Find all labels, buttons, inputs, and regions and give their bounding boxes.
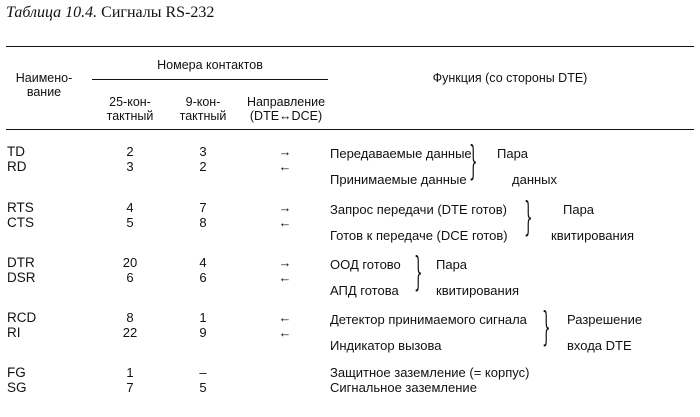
group-data-line1: Пара: [497, 146, 529, 161]
pin25-dsr: 6: [126, 270, 134, 285]
pin25-dtr: 20: [122, 255, 138, 270]
group-dtr-dsr-line2: квитирования: [436, 283, 520, 298]
direction-cts: ←: [278, 215, 292, 230]
pin9-sg: 5: [199, 380, 207, 395]
signal-td: TD: [7, 144, 25, 159]
function-dtr: ООД готово: [330, 257, 401, 272]
pin9-rts: 7: [199, 200, 207, 215]
contacts-rule: [92, 79, 328, 80]
brace-handshake-rts-cts: }: [524, 193, 533, 241]
pin25-td: 2: [126, 144, 134, 159]
brace-handshake-dtr-dsr: }: [414, 248, 423, 296]
direction-rts: →: [278, 200, 292, 215]
pin25-cts: 5: [126, 215, 134, 230]
signal-cts: CTS: [7, 215, 34, 230]
function-td: Передаваемые данные: [330, 146, 472, 161]
header-rule: [6, 129, 694, 130]
direction-ri: ←: [278, 325, 292, 340]
pin9-rd: 2: [199, 159, 207, 174]
function-sg: Сигнальное заземление: [330, 380, 477, 395]
function-cts: Готов к передаче (DCE готов): [330, 228, 508, 243]
direction-dsr: ←: [278, 270, 292, 285]
pin9-dtr: 4: [199, 255, 207, 270]
direction-dtr: →: [278, 255, 292, 270]
pin9-td: 3: [199, 144, 207, 159]
signal-dsr: DSR: [7, 270, 36, 285]
signal-rts: RTS: [7, 200, 34, 215]
top-rule: [6, 46, 694, 47]
direction-td: →: [278, 144, 292, 159]
group-enable-line2: входа DTE: [567, 338, 632, 353]
brace-input-enable: }: [542, 303, 551, 351]
header-function: Функция (со стороны DTE): [432, 71, 588, 85]
direction-rd: ←: [278, 159, 292, 174]
pin9-rcd: 1: [199, 310, 207, 325]
signal-rcd: RCD: [7, 310, 37, 325]
table-number: Таблица 10.4.: [6, 4, 98, 21]
function-rd: Принимаемые данные: [330, 172, 467, 187]
function-ri: Индикатор вызова: [330, 338, 442, 353]
brace-data-pair: }: [469, 137, 478, 185]
group-dtr-dsr-line1: Пара: [436, 257, 468, 272]
function-rcd: Детектор принимаемого сигнала: [330, 312, 527, 327]
header-25-line2: тактный: [106, 109, 154, 123]
group-rts-cts-line2: квитирования: [551, 228, 635, 243]
function-dsr: АПД готова: [330, 283, 399, 298]
table-caption: [6, 4, 214, 22]
header-name-line2: вание: [26, 85, 62, 99]
header-9-line2: тактный: [179, 109, 227, 123]
group-enable-line1: Разрешение: [567, 312, 643, 327]
function-fg: Защитное заземление (= корпус): [330, 365, 530, 380]
header-9-line1: 9-кон-: [185, 95, 221, 109]
signal-dtr: DTR: [7, 255, 35, 270]
header-25-line1: 25-кон-: [109, 95, 151, 109]
pin9-dsr: 6: [199, 270, 207, 285]
header-direction-line2: (DTE↔DCE): [249, 109, 323, 123]
group-rts-cts-line1: Пара: [563, 202, 595, 217]
pin25-rts: 4: [126, 200, 134, 215]
header-name-line1: Наимено-: [15, 71, 73, 85]
group-data-line2: данных: [512, 172, 558, 187]
pin25-rcd: 8: [126, 310, 134, 325]
pin9-ri: 9: [199, 325, 207, 340]
pin25-fg: 1: [126, 365, 134, 380]
pin9-fg: –: [199, 365, 207, 380]
function-rts: Запрос передачи (DTE готов): [330, 202, 507, 217]
header-direction-line1: Направление: [246, 95, 326, 109]
header-contacts: Номера контактов: [157, 58, 263, 72]
table-title: Сигналы RS-232: [101, 4, 215, 21]
signal-sg: SG: [7, 380, 27, 395]
pin9-cts: 8: [199, 215, 207, 230]
signal-fg: FG: [7, 365, 26, 380]
direction-rcd: ←: [278, 310, 292, 325]
pin25-sg: 7: [126, 380, 134, 395]
pin25-rd: 3: [126, 159, 134, 174]
signal-rd: RD: [7, 159, 27, 174]
pin25-ri: 22: [122, 325, 138, 340]
signal-ri: RI: [7, 325, 21, 340]
